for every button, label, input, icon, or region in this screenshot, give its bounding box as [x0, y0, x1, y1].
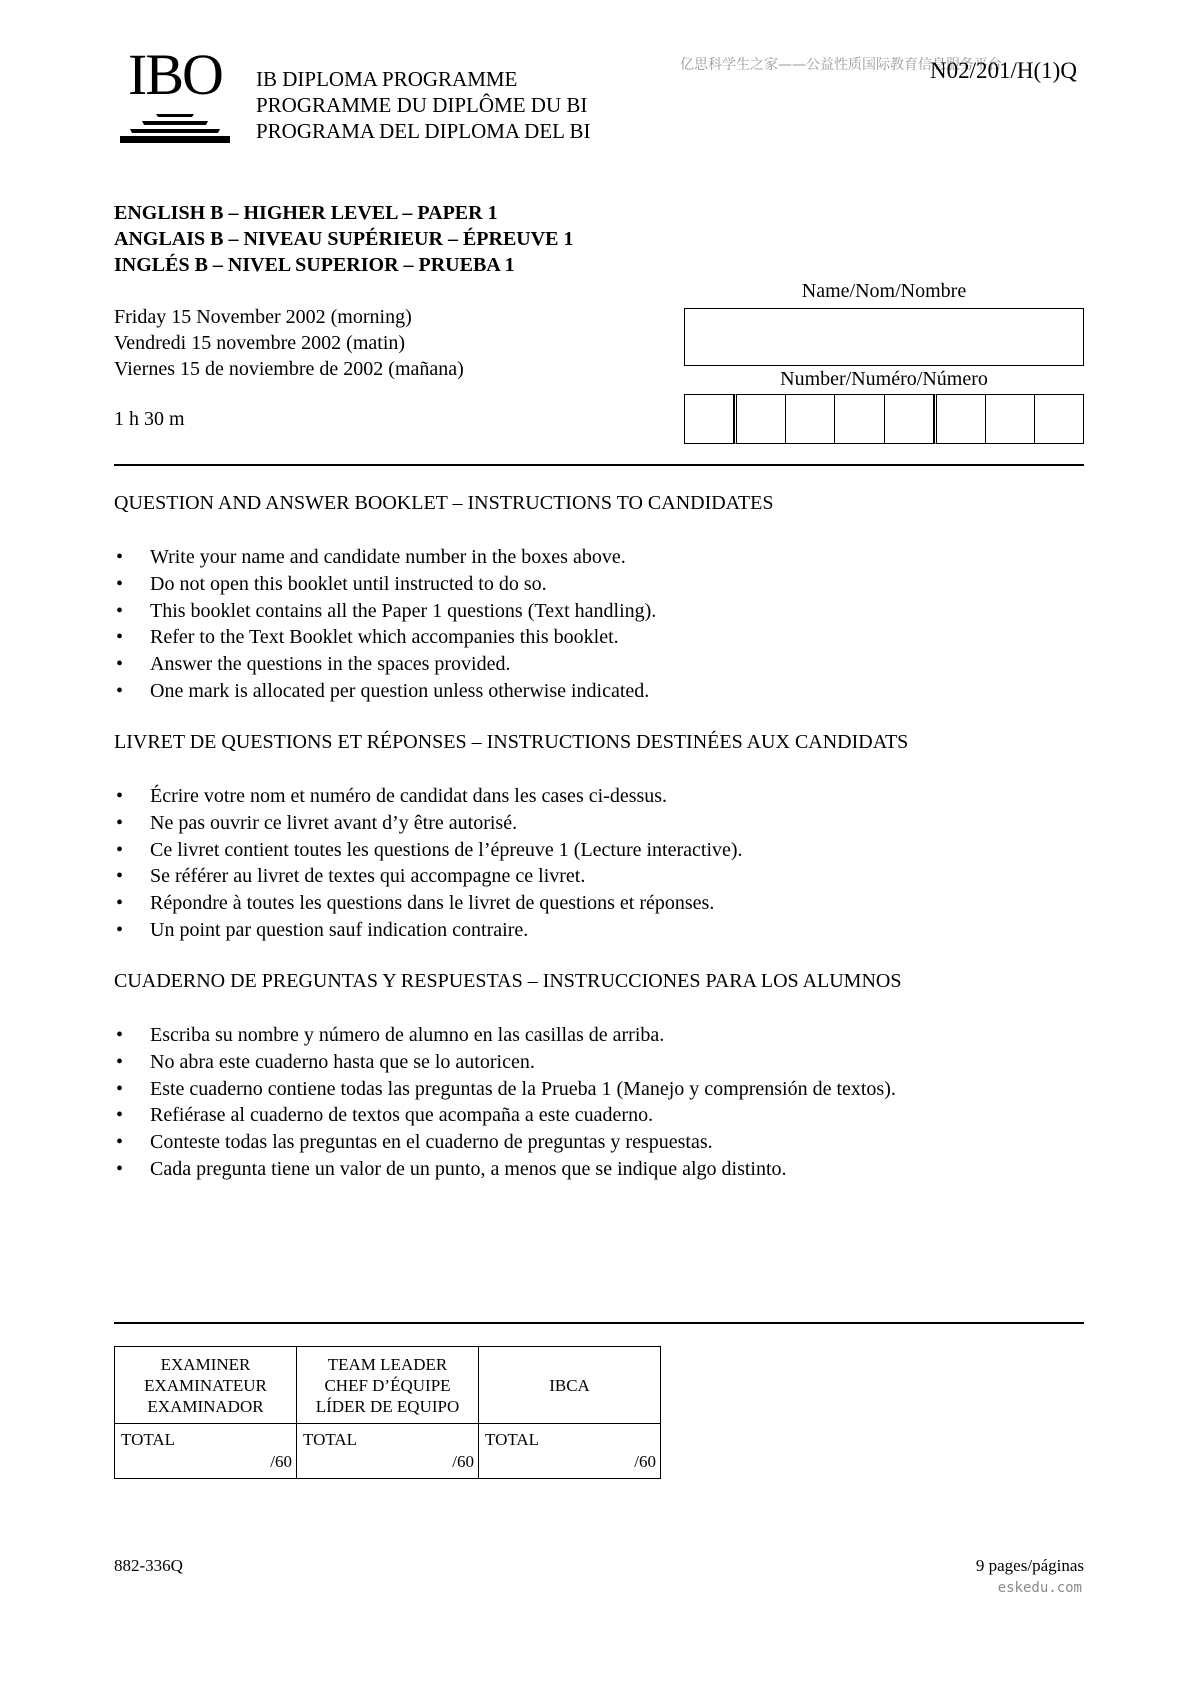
- ibca-total-cell[interactable]: [479, 1424, 661, 1479]
- title-en: ENGLISH B – HIGHER LEVEL – PAPER 1: [114, 202, 498, 224]
- list-item: • Escriba su nombre y número de alumno en las casillas de arriba.: [114, 1022, 896, 1049]
- total-label: TOTAL: [485, 1430, 540, 1449]
- list-item: • This booklet contains all the Paper 1 questions (Text handling).: [114, 598, 656, 625]
- list-item: • Un point par question sauf indication contraire.: [114, 917, 743, 944]
- examiner-total-cell[interactable]: [115, 1424, 297, 1479]
- programme-line-en: IB DIPLOMA PROGRAMME: [256, 67, 518, 91]
- number-cell[interactable]: [684, 394, 734, 444]
- name-label: Name/Nom/Nombre: [801, 280, 967, 302]
- date-fr: Vendredi 15 novembre 2002 (matin): [114, 332, 406, 354]
- examiner-header: EXAMINER EXAMINATEUR EXAMINADOR: [115, 1347, 297, 1424]
- score-table: [114, 1346, 661, 1479]
- duration: 1 h 30 m: [114, 408, 185, 430]
- list-item: • No abra este cuaderno hasta que se lo autoricen.: [114, 1049, 896, 1076]
- list-item: • Conteste todas las preguntas en el cuaderno de preguntas y respuestas.: [114, 1129, 896, 1156]
- list-item: • Write your name and candidate number in the boxes above.: [114, 544, 656, 571]
- exam-dates: [114, 304, 464, 382]
- list-item: • Répondre à toutes les questions dans le livret de questions et réponses.: [114, 890, 743, 917]
- instructions-es: [114, 1022, 896, 1183]
- team-leader-total-cell[interactable]: [297, 1424, 479, 1479]
- logo-steps-icon: [114, 54, 236, 150]
- total-max: /60: [270, 1452, 292, 1471]
- number-cell[interactable]: [934, 394, 986, 444]
- total-label: TOTAL: [121, 1430, 176, 1449]
- team-leader-header: TEAM LEADER CHEF D’ÉQUIPE LÍDER DE EQUIPO: [297, 1347, 479, 1424]
- number-cell[interactable]: [1035, 394, 1084, 444]
- list-item: • Do not open this booklet until instructed to do so.: [114, 571, 656, 598]
- logo-text: IBO: [128, 42, 222, 107]
- section-heading-fr: LIVRET DE QUESTIONS ET RÉPONSES – INSTRUCTIONS DESTINÉES AUX CANDIDATS: [114, 731, 909, 753]
- list-item: • Cada pregunta tiene un valor de un punto, a menos que se indique algo distinto.: [114, 1156, 896, 1183]
- list-item: • Ne pas ouvrir ce livret avant d’y être autorisé.: [114, 810, 743, 837]
- section-heading-es: CUADERNO DE PREGUNTAS Y RESPUESTAS – INSTRUCCIONES PARA LOS ALUMNOS: [114, 970, 902, 992]
- total-max: /60: [452, 1452, 474, 1471]
- title-es: INGLÉS B – NIVEL SUPERIOR – PRUEBA 1: [114, 254, 515, 276]
- title-fr: ANGLAIS B – NIVEAU SUPÉRIEUR – ÉPREUVE 1: [114, 228, 574, 250]
- instructions-en: [114, 544, 656, 705]
- number-cell[interactable]: [986, 394, 1035, 444]
- name-field[interactable]: [684, 308, 1084, 366]
- number-cell[interactable]: [734, 394, 786, 444]
- divider-bottom: [114, 1322, 1084, 1324]
- programme-line-fr: PROGRAMME DU DIPLÔME DU BI: [256, 93, 588, 117]
- ibca-header: IBCA: [479, 1347, 661, 1424]
- paper-code: N02/201/H(1)Q: [930, 58, 1077, 83]
- date-en: Friday 15 November 2002 (morning): [114, 306, 412, 328]
- site-watermark: eskedu.com: [997, 1580, 1082, 1596]
- number-cell[interactable]: [786, 394, 835, 444]
- number-label: Number/Numéro/Número: [780, 368, 988, 390]
- list-item: • Answer the questions in the spaces provided.: [114, 651, 656, 678]
- list-item: • Refer to the Text Booklet which accompanies this booklet.: [114, 624, 656, 651]
- list-item: • Écrire votre nom et numéro de candidat dans les cases ci-dessus.: [114, 783, 743, 810]
- watermark: 亿思科学生之家——公益性质国际教育信息服务平台: [680, 57, 1002, 73]
- programme-lines: [256, 66, 590, 144]
- number-cell[interactable]: [835, 394, 884, 444]
- date-es: Viernes 15 de noviembre de 2002 (mañana): [114, 358, 464, 380]
- list-item: • Se référer au livret de textes qui accompagne ce livret.: [114, 863, 743, 890]
- divider-top: [114, 464, 1084, 466]
- instructions-fr: [114, 783, 743, 944]
- list-item: • Este cuaderno contiene todas las preguntas de la Prueba 1 (Manejo y comprensión de textos).: [114, 1076, 896, 1103]
- list-item: • Refiérase al cuaderno de textos que acompaña a este cuaderno.: [114, 1102, 896, 1129]
- programme-line-es: PROGRAMA DEL DIPLOMA DEL BI: [256, 119, 591, 143]
- total-max: /60: [634, 1452, 656, 1471]
- ibo-logo: [114, 42, 236, 150]
- section-heading-en: QUESTION AND ANSWER BOOKLET – INSTRUCTIONS TO CANDIDATES: [114, 492, 774, 514]
- candidate-number-field[interactable]: [684, 394, 1084, 444]
- total-label: TOTAL: [303, 1430, 358, 1449]
- list-item: • One mark is allocated per question unless otherwise indicated.: [114, 678, 656, 705]
- list-item: • Ce livret contient toutes les questions de l’épreuve 1 (Lecture interactive).: [114, 837, 743, 864]
- document-code: 882-336Q: [114, 1556, 183, 1575]
- page-count: 9 pages/páginas: [975, 1556, 1084, 1575]
- paper-titles: [114, 200, 574, 278]
- number-cell[interactable]: [885, 394, 934, 444]
